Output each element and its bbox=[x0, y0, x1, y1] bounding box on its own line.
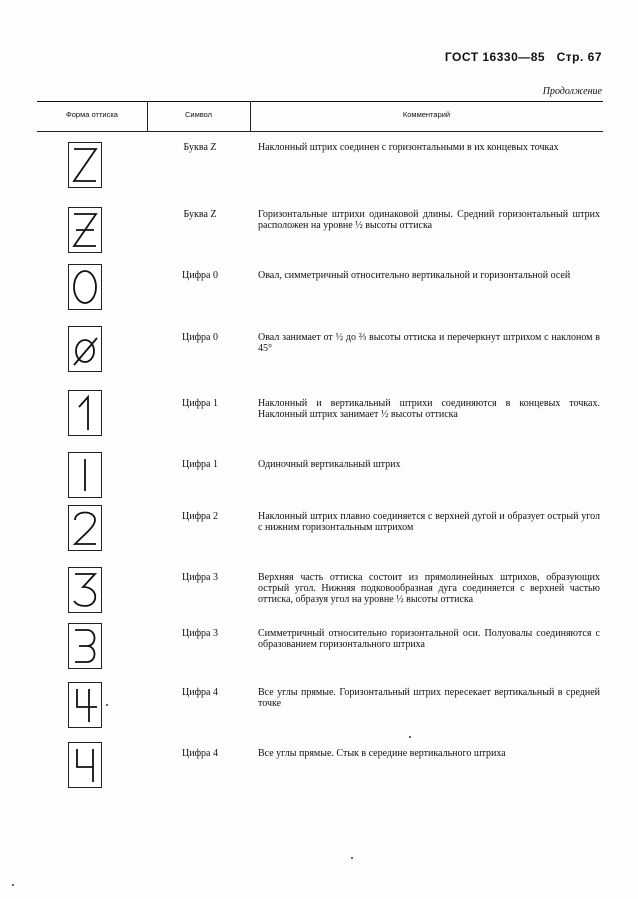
symbol-label: Цифра 0 bbox=[182, 270, 218, 281]
print-speck bbox=[409, 736, 411, 738]
symbol-label: Цифра 3 bbox=[182, 572, 218, 583]
comment-text: Все углы прямые. Горизонтальный штрих пересекает вертикальный в средней точке bbox=[258, 687, 600, 709]
continued-label: Продолжение bbox=[542, 86, 602, 97]
table-header-rule bbox=[37, 131, 603, 132]
glyph-three-round bbox=[68, 623, 102, 669]
glyph-zero-slashed bbox=[68, 326, 102, 372]
comment-text: Симметричный относительно горизонтальной оси. Полуовалы соединяются с образованием горизонтального штриха bbox=[258, 628, 600, 650]
symbol-label: Цифра 0 bbox=[182, 332, 218, 343]
glyph-z-barred bbox=[68, 207, 102, 253]
symbol-label: Цифра 2 bbox=[182, 511, 218, 522]
glyph-four-open bbox=[68, 742, 102, 788]
glyph-four-cross bbox=[68, 682, 102, 728]
glyph-one-bar bbox=[68, 452, 102, 498]
symbol-label: Цифра 4 bbox=[182, 748, 218, 759]
symbol-label: Буква Z bbox=[183, 142, 217, 153]
symbol-label: Цифра 3 bbox=[182, 628, 218, 639]
print-speck bbox=[12, 884, 14, 886]
symbol-label: Цифра 4 bbox=[182, 687, 218, 698]
standard-number: ГОСТ 16330—85 bbox=[444, 50, 546, 64]
glyph-two bbox=[68, 505, 102, 551]
column-header-comment: Комментарий bbox=[402, 110, 451, 119]
comment-text: Наклонный штрих плавно соединяется с верхней дугой и образует острый угол с нижним горизонтальным штрихом bbox=[258, 511, 600, 533]
comment-text: Наклонный и вертикальный штрихи соединяются в концевых точках. Наклонный штрих занимает ½ высоты оттиска bbox=[258, 398, 600, 420]
symbol-label: Цифра 1 bbox=[182, 459, 218, 470]
glyph-zero-oval bbox=[68, 264, 102, 310]
comment-text: Одиночный вертикальный штрих bbox=[258, 459, 401, 470]
table-top-rule bbox=[37, 101, 603, 102]
symbol-label: Цифра 1 bbox=[182, 398, 218, 409]
comment-text: Овал занимает от ½ до ⅔ высоты оттиска и перечеркнут штрихом с наклоном в 45° bbox=[258, 332, 600, 354]
comment-text: Горизонтальные штрихи одинаковой длины. Средний горизонтальный штрих расположен на уровне ½ высоты оттиска bbox=[258, 209, 600, 231]
glyph-z-letter bbox=[68, 142, 102, 188]
comment-text: Овал, симметричный относительно вертикальной и горизонтальной осей bbox=[258, 270, 571, 281]
comment-text: Верхняя часть оттиска состоит из прямолинейных штрихов, образующих острый угол. Нижняя подковообразная дуга соединяется с верхней частью оттиска, образуя угол на уровне ½ высоты оттиска bbox=[258, 572, 600, 605]
print-speck bbox=[351, 857, 353, 859]
page-header bbox=[445, 50, 602, 64]
symbol-label: Буква Z bbox=[183, 209, 217, 220]
glyph-three-flat bbox=[68, 567, 102, 613]
comment-text: Наклонный штрих соединен с горизонтальными в их концевых точках bbox=[258, 142, 559, 153]
print-speck bbox=[106, 704, 108, 706]
column-header-symbol: Символ bbox=[184, 110, 213, 119]
comment-text: Все углы прямые. Стык в середине вертикального штриха bbox=[258, 748, 506, 759]
page-number: Стр. 67 bbox=[556, 50, 602, 64]
column-header-form: Форма оттиска bbox=[66, 110, 118, 119]
glyph-one-flag bbox=[68, 390, 102, 436]
